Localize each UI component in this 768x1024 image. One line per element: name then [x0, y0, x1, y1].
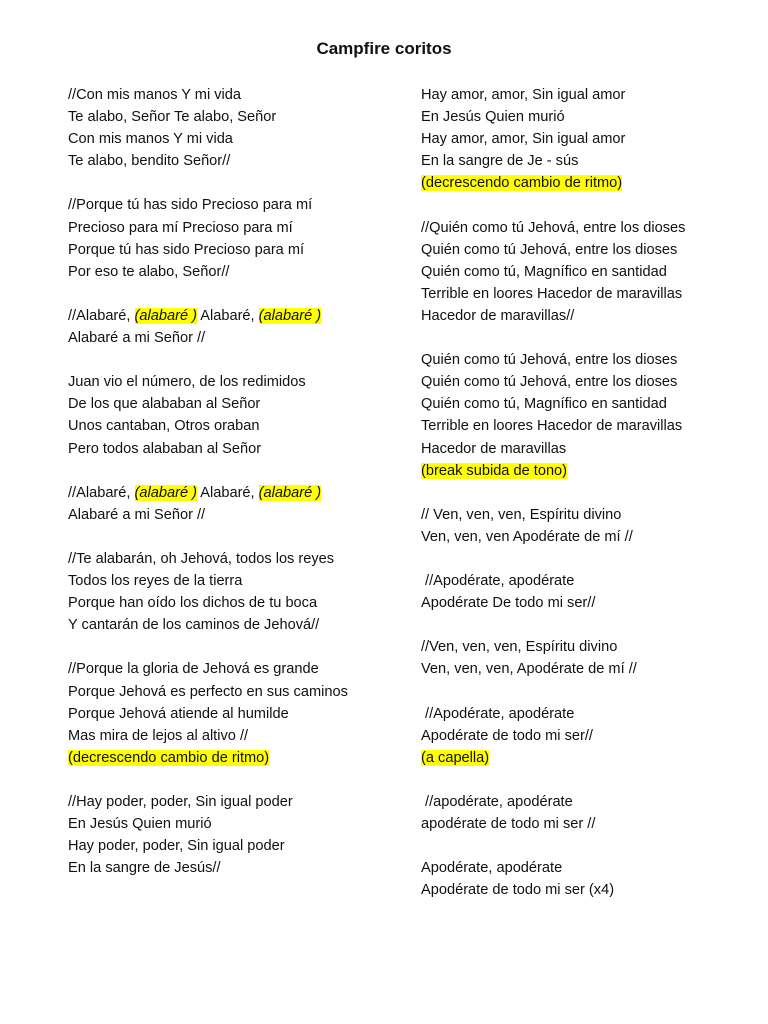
lyric-line [421, 84, 761, 106]
lyric-line [68, 725, 408, 747]
lyric-line [68, 570, 408, 592]
lyric-text: En Jesús Quien murió [421, 109, 565, 126]
highlighted-cue: (alabaré ) [134, 307, 197, 324]
lyric-line [421, 283, 761, 305]
lyric-text: Precioso para mí Precioso para mí [68, 219, 293, 236]
lyric-line [421, 636, 761, 658]
lyric-text: Hay amor, amor, Sin igual amor [421, 87, 626, 103]
highlighted-cue: (decrescendo cambio de ritmo) [68, 749, 270, 766]
lyric-text: Apodérate De todo mi ser// [421, 595, 596, 612]
lyric-text: Apodérate, apodérate [421, 860, 563, 877]
highlighted-cue: (alabaré ) [258, 307, 322, 324]
lyric-line [68, 415, 408, 437]
lyric-text: //Ven, ven, ven, Espíritu divino [421, 639, 618, 656]
blank-line [421, 681, 761, 703]
lyric-line [421, 349, 761, 371]
lyric-line [68, 548, 408, 570]
page-title: Campfire coritos [316, 39, 452, 58]
blank-line [68, 172, 408, 194]
lyric-text: Juan vio el número, de los redimidos [68, 374, 306, 391]
highlighted-cue: (alabaré ) [258, 484, 322, 501]
lyric-line [421, 239, 761, 261]
lyric-line [68, 813, 408, 835]
lyric-line [421, 415, 761, 437]
lyric-line [421, 438, 761, 460]
lyric-line [68, 791, 408, 813]
lyric-line [421, 570, 761, 592]
lyric-text: Unos cantaban, Otros oraban [68, 418, 260, 435]
lyric-line [421, 128, 761, 150]
lyric-line [68, 857, 408, 879]
blank-line [421, 482, 761, 504]
lyric-text: Terrible en loores Hacedor de maravillas [421, 418, 683, 435]
lyric-text: Porque tú has sido Precioso para mí [68, 241, 305, 258]
lyric-line [68, 438, 408, 460]
highlighted-cue: (decrescendo cambio de ritmo) [421, 175, 623, 192]
lyric-text: Por eso te alabo, Señor// [68, 263, 230, 280]
lyric-text: Porque Jehová es perfecto en sus caminos [68, 683, 348, 700]
lyric-text: Ven, ven, ven Apodérate de mí // [421, 528, 633, 545]
lyric-text: Apodérate de todo mi ser (x4) [421, 882, 615, 899]
lyric-text: Mas mira de lejos al altivo // [68, 727, 249, 744]
lyric-text: Hacedor de maravillas// [421, 307, 575, 324]
lyric-text: Pero todos alababan al Señor [68, 440, 262, 457]
lyric-text: Alabaré, [197, 307, 259, 324]
lyric-line [421, 725, 761, 747]
lyric-line [68, 482, 408, 504]
lyric-line [68, 327, 408, 349]
lyric-line [68, 217, 408, 239]
lyric-line [421, 658, 761, 680]
blank-line [68, 636, 408, 658]
lyric-text: En la sangre de Jesús// [68, 860, 221, 877]
lyric-text: Quién como tú Jehová, entre los dioses [421, 374, 678, 391]
lyric-text: Alabaré a mi Señor // [68, 330, 206, 347]
lyric-text: Quién como tú, Magnífico en santidad [421, 263, 667, 280]
lyric-text: //Apodérate, apodérate [421, 705, 575, 722]
lyric-line [421, 217, 761, 239]
lyric-text: Hacedor de maravillas [421, 440, 567, 457]
lyric-text: Ven, ven, ven, Apodérate de mí // [421, 661, 637, 678]
blank-line [421, 327, 761, 349]
lyric-line [68, 614, 408, 636]
lyric-text: Con mis manos Y mi vida [68, 131, 233, 148]
lyric-line [421, 371, 761, 393]
lyric-line [68, 261, 408, 283]
lyric-text: //Apodérate, apodérate [421, 573, 575, 590]
lyric-line [68, 128, 408, 150]
lyric-line [68, 747, 408, 769]
lyric-line [421, 813, 761, 835]
lyric-text: //Alabaré, [68, 307, 135, 324]
blank-line [68, 526, 408, 548]
lyric-line [421, 504, 761, 526]
lyrics-right-column [421, 84, 761, 901]
lyric-text: Alabaré a mi Señor // [68, 506, 206, 523]
lyric-text: Hay poder, poder, Sin igual poder [68, 838, 285, 855]
lyric-text: En Jesús Quien murió [68, 816, 212, 833]
lyric-text: //Hay poder, poder, Sin igual poder [68, 794, 293, 810]
highlighted-cue: (a capella) [421, 749, 490, 766]
highlighted-cue: (alabaré ) [134, 484, 197, 501]
lyric-line [421, 747, 761, 769]
lyric-text: //Alabaré, [68, 484, 135, 501]
lyric-text: Porque han oído los dichos de tu boca [68, 595, 318, 612]
lyric-text: // Ven, ven, ven, Espíritu divino [421, 506, 622, 523]
blank-line [421, 769, 761, 791]
lyric-text: Quién como tú Jehová, entre los dioses [421, 241, 678, 258]
lyric-line [421, 393, 761, 415]
lyric-line [421, 460, 761, 482]
blank-line [421, 835, 761, 857]
lyric-line [421, 592, 761, 614]
lyric-text: Y cantarán de los caminos de Jehová// [68, 617, 320, 634]
blank-line [68, 283, 408, 305]
lyric-text: //Con mis manos Y mi vida [68, 87, 242, 103]
highlighted-cue: (break subida de tono) [421, 462, 568, 479]
lyric-line [421, 261, 761, 283]
lyric-text: //Te alabarán, oh Jehová, todos los reyes [68, 550, 335, 567]
lyrics-left-column [68, 84, 408, 879]
lyric-line [421, 526, 761, 548]
lyric-text: apodérate de todo mi ser // [421, 816, 596, 833]
lyric-text: De los que alababan al Señor [68, 396, 261, 413]
lyric-text: Te alabo, bendito Señor// [68, 153, 231, 170]
lyric-text: Alabaré, [197, 484, 259, 501]
blank-line [68, 460, 408, 482]
lyric-text: Quién como tú Jehová, entre los dioses [421, 352, 678, 369]
lyric-text: Todos los reyes de la tierra [68, 573, 243, 590]
lyric-line [68, 703, 408, 725]
lyric-line [68, 393, 408, 415]
lyric-text: //Quién como tú Jehová, entre los dioses [421, 219, 686, 236]
lyric-text: Quién como tú, Magnífico en santidad [421, 396, 667, 413]
lyric-text: Apodérate de todo mi ser// [421, 727, 593, 744]
lyric-line [68, 681, 408, 703]
lyric-line [68, 371, 408, 393]
lyric-line [68, 194, 408, 216]
lyric-line [68, 835, 408, 857]
lyric-line [421, 879, 761, 901]
lyric-line [421, 172, 761, 194]
lyric-text: Hay amor, amor, Sin igual amor [421, 131, 626, 148]
lyric-line [68, 592, 408, 614]
lyric-text: Terrible en loores Hacedor de maravillas [421, 285, 683, 302]
blank-line [421, 194, 761, 216]
lyric-line [68, 658, 408, 680]
lyric-text: //Porque la gloria de Jehová es grande [68, 661, 319, 678]
lyric-line [421, 106, 761, 128]
lyric-line [421, 305, 761, 327]
lyric-text: Te alabo, Señor Te alabo, Señor [68, 109, 277, 126]
lyric-line [421, 703, 761, 725]
blank-line [68, 769, 408, 791]
blank-line [68, 349, 408, 371]
lyric-line [421, 150, 761, 172]
lyric-text: Porque Jehová atiende al humilde [68, 705, 289, 722]
lyric-text: //apodérate, apodérate [421, 794, 573, 810]
lyric-line [68, 504, 408, 526]
lyric-text: //Porque tú has sido Precioso para mí [68, 197, 313, 214]
lyric-text: En la sangre de Je - sús [421, 153, 579, 170]
lyric-line [68, 305, 408, 327]
lyric-line [68, 150, 408, 172]
lyric-line [68, 84, 408, 106]
lyric-line [421, 857, 761, 879]
lyric-line [68, 106, 408, 128]
lyric-line [68, 239, 408, 261]
lyric-line [421, 791, 761, 813]
blank-line [421, 614, 761, 636]
blank-line [421, 548, 761, 570]
